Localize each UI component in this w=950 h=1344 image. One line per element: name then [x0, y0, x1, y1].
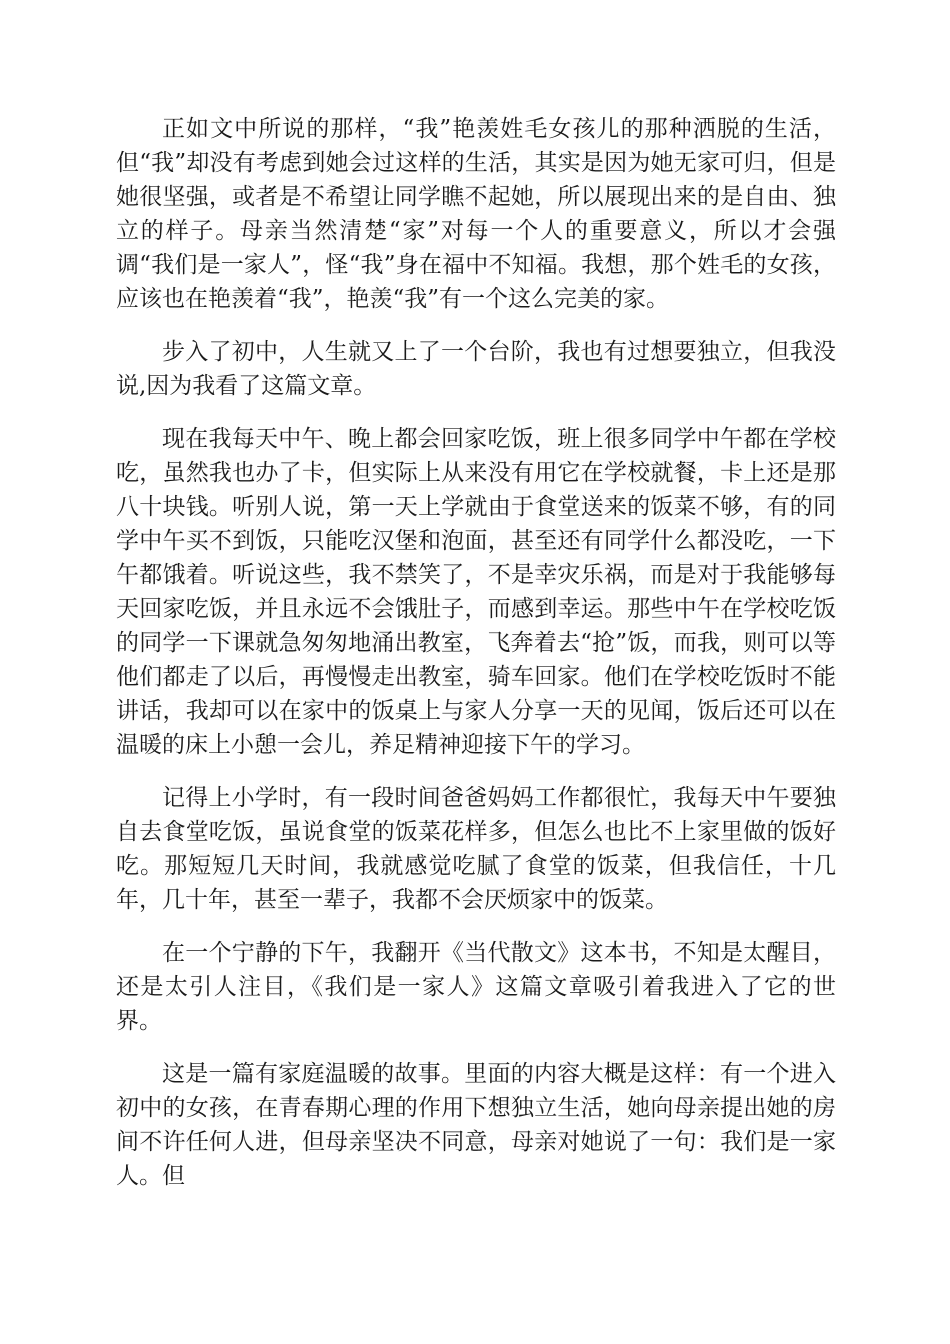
paragraph-5: 在一个宁静的下午，我翻开《当代散文》这本书，不知是太醒目，还是太引人注目，《我们是一家人》这篇文章吸引着我进入了它的世界。 — [116, 940, 836, 1034]
paragraph-4: 记得上小学时，有一段时间爸爸妈妈工作都很忙，我每天中午要独自去食堂吃饭，虽说食堂的饭菜花样多，但怎么也比不上家里做的饭好吃。那短短几天时间，我就感觉吃腻了食堂的饭菜，但我信任，十几年，几十年，甚至一辈子，我都不会厌烦家中的饭菜。 — [116, 785, 836, 913]
paragraph-6: 这是一篇有家庭温暖的故事。里面的内容大概是这样：有一个进入初中的女孩，在青春期心理的作用下想独立生活，她向母亲提出她的房间不许任何人进，但母亲坚决不同意，母亲对她说了一句：我们是一家人。但 — [116, 1061, 836, 1189]
paragraph-1: 正如文中所说的那样，“我”艳羡姓毛女孩儿的那种洒脱的生活，但“我”却没有考虑到她会过这样的生活，其实是因为她无家可归，但是她很坚强，或者是不希望让同学瞧不起她，所以展现出来的是自由、独立的样子。母亲当然清楚“家”对每一个人的重要意义，所以才会强调“我们是一家人”，怪“我”身在福中不知福。我想，那个姓毛的女孩，应该也在艳羡着“我”，艳羡“我”有一个这么完美的家。 — [116, 116, 836, 312]
paragraph-3: 现在我每天中午、晚上都会回家吃饭，班上很多同学中午都在学校吃，虽然我也办了卡，但实际上从来没有用它在学校就餐，卡上还是那八十块钱。听别人说，第一天上学就由于食堂送来的饭菜不够，有的同学中午买不到饭，只能吃汉堡和泡面，甚至还有同学什么都没吃，一下午都饿着。听说这些，我不禁笑了，不是幸灾乐祸，而是对于我能够每天回家吃饭，并且永远不会饿肚子，而感到幸运。那些中午在学校吃饭的同学一下课就急匆匆地涌出教室，飞奔着去“抢”饭，而我，则可以等他们都走了以后，再慢慢走出教室，骑车回家。他们在学校吃饭时不能讲话，我却可以在家中的饭桌上与家人分享一天的见闻，饭后还可以在温暖的床上小憩一会儿，养足精神迎接下午的学习。 — [116, 426, 836, 758]
paragraph-2: 步入了初中，人生就又上了一个台阶，我也有过想要独立，但我没说,因为我看了这篇文章。 — [116, 339, 836, 399]
document-page — [116, 112, 836, 1212]
